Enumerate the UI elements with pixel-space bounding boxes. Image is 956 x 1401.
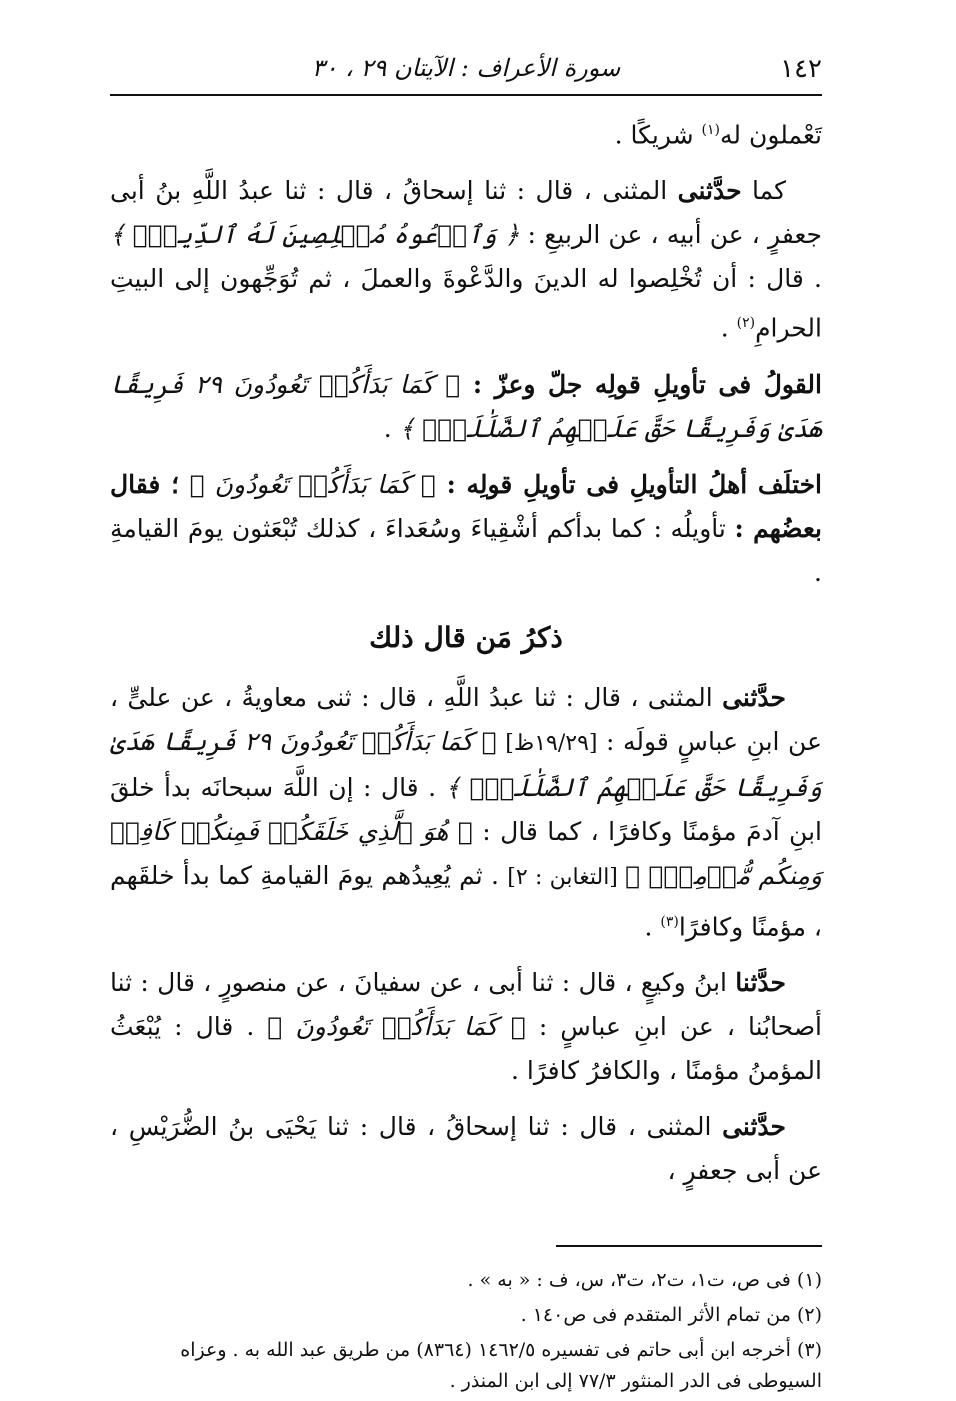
p4-lead-end: ؛ فقال بعضُهم : bbox=[110, 469, 823, 543]
p2-lead: حدَّثنى bbox=[677, 176, 742, 206]
running-title: سورة الأعراف : الآيتان ٢٩ ، ٣٠ bbox=[311, 54, 621, 82]
main-text bbox=[110, 108, 822, 1193]
p5-tail: . bbox=[644, 911, 661, 941]
paragraph-4 bbox=[110, 463, 822, 595]
footnote-ref-1: (١) bbox=[701, 122, 720, 138]
quran-verse: ﴿ كَمَا بَدَأَكُمۡ تَعُودُونَ ﴾ bbox=[189, 469, 436, 499]
p5-explanation: . قال : إن اللَّهَ سبحانَه بدأ خلقَ ابنِ آدمَ مؤمنًا وكافرًا ، كما قال : bbox=[110, 772, 822, 846]
p7-chain: المثنى ، قال : ثنا إسحاقُ ، قال : ثنا يَحْيَى بنُ الضُّرَيْسِ ، عن أبى جعفرٍ ، bbox=[110, 1111, 822, 1185]
paragraph-3 bbox=[110, 363, 822, 451]
page-header bbox=[110, 48, 822, 96]
page-number: ١٤٢ bbox=[780, 54, 822, 84]
quran-verse: ﴿ وَٱدۡعُوهُ مُخۡلِصِينَ لَهُ ٱلدِّينَۚ ﴾ bbox=[110, 220, 520, 250]
book-page bbox=[110, 48, 822, 1401]
p1-text: تَعْملون له bbox=[720, 120, 822, 150]
p5-conclusion: . ثم يُعِيدُهم يومَ القيامةِ كما بدأ خلقَهم ، مؤمنًا وكافرًا bbox=[110, 860, 822, 941]
p7-lead: حدَّثنى bbox=[722, 1111, 786, 1141]
p2-prefix: كما bbox=[741, 176, 787, 206]
p4-lead: اختلَف أهلُ التأويلِ فى تأويلِ قولِه : bbox=[435, 469, 823, 499]
paragraph-6 bbox=[110, 961, 822, 1093]
p5-chain: المثنى ، قال : ثنا عبدُ اللَّهِ ، قال : ثنى معاويةُ ، عن علىٍّ ، عن ابنِ عباسٍ قولَه : bbox=[110, 682, 822, 756]
p1-tail: شريكًا . bbox=[614, 120, 702, 150]
quran-verse: ﴿ هُوَ ٱلَّذِي خَلَقَكُمۡ فَمِنكُمۡ كَافِرٞ وَمِنكُم مُّؤۡمِنٞۚ ﴾ bbox=[110, 816, 822, 890]
quran-verse: ﴿ كَمَا بَدَأَكُمۡ تَعُودُونَ ٢٩ فَرِيقًا هَدَىٰ وَفَرِيقًا حَقَّ عَلَيۡهِمُ ٱلضَّلَٰلَةُۚ ﴾ bbox=[110, 726, 822, 802]
p2-chain: المثنى ، قال : ثنا إسحاقُ ، قال : ثنا عبدُ اللَّهِ بنُ أبى جعفرٍ ، عن أبيه ، عن الربيعِ : bbox=[110, 176, 822, 250]
quran-verse: ﴿ كَمَا بَدَأَكُمۡ تَعُودُونَ ٢٩ فَرِيقًا هَدَىٰ وَفَرِيقًا حَقَّ عَلَيۡهِمُ ٱلضَّلَٰلَةُۚ ﴾ bbox=[110, 369, 822, 443]
surah-ref: [التغابن : ٢] bbox=[507, 864, 626, 890]
footnote-2: (٢) من تمام الأثر المتقدم فى ص١٤٠ . bbox=[520, 1303, 822, 1326]
footnote-ref-3: (٣) bbox=[660, 913, 679, 930]
p6-explanation: . قال : يُبْعَثُ المؤمنُ مؤمنًا ، والكافرُ كافرًا . bbox=[110, 1011, 822, 1085]
section-heading: ذكرُ مَن قال ذلك bbox=[369, 620, 563, 654]
p3-lead: القولُ فى تأويلِ قولِه جلّ وعزّ : bbox=[460, 369, 822, 399]
footnote-divider bbox=[556, 1245, 822, 1247]
quran-verse: ﴿ كَمَا بَدَأَكُمۡ تَعُودُونَ ﴾ bbox=[267, 1011, 526, 1041]
paragraph-2 bbox=[110, 169, 822, 350]
p4-text: تأويلُه : كما بدأكم أشْقِياءَ وسُعَداءَ ، كذلك تُبْعَثون يومَ القيامةِ . bbox=[110, 513, 822, 587]
manuscript-ref: [١٩/٢٩ظ] bbox=[505, 730, 598, 756]
p6-chain: ابنُ وكيعٍ ، قال : ثنا أبى ، عن سفيانَ ، عن منصورٍ ، قال : ثنا أصحابُنا ، عن ابنِ عباسٍ : bbox=[110, 967, 822, 1041]
p2-tail: . bbox=[720, 313, 737, 343]
footnote-ref-2: (٢) bbox=[736, 315, 756, 332]
footnotes bbox=[110, 1265, 822, 1397]
p3-tail: . bbox=[383, 413, 400, 443]
footnote-3: (٣) أخرجه ابن أبى حاتم فى تفسيره ١٤٦٢/٥ (٨٣٦٤) من طريق عبد الله به . وعزاه السيوطى فى الدر المنثور ٧٧/٣ إلى ابن المنذر . bbox=[180, 1338, 822, 1392]
footnote-1: (١) فى ص، ت١، ت٢، ت٣، س، ف : « به » . bbox=[467, 1268, 822, 1291]
paragraph-1 bbox=[110, 108, 822, 157]
paragraph-7 bbox=[110, 1105, 822, 1193]
p2-explanation: . قال : أن تُخْلِصوا له الدينَ والدَّعْوةَ والعملَ ، ثم تُوَجِّهون إلى البيتِ الحرامِ bbox=[110, 264, 822, 343]
p6-lead: حدَّثنا bbox=[735, 967, 786, 997]
paragraph-5 bbox=[110, 676, 822, 949]
p5-lead: حدَّثنى bbox=[722, 682, 786, 712]
